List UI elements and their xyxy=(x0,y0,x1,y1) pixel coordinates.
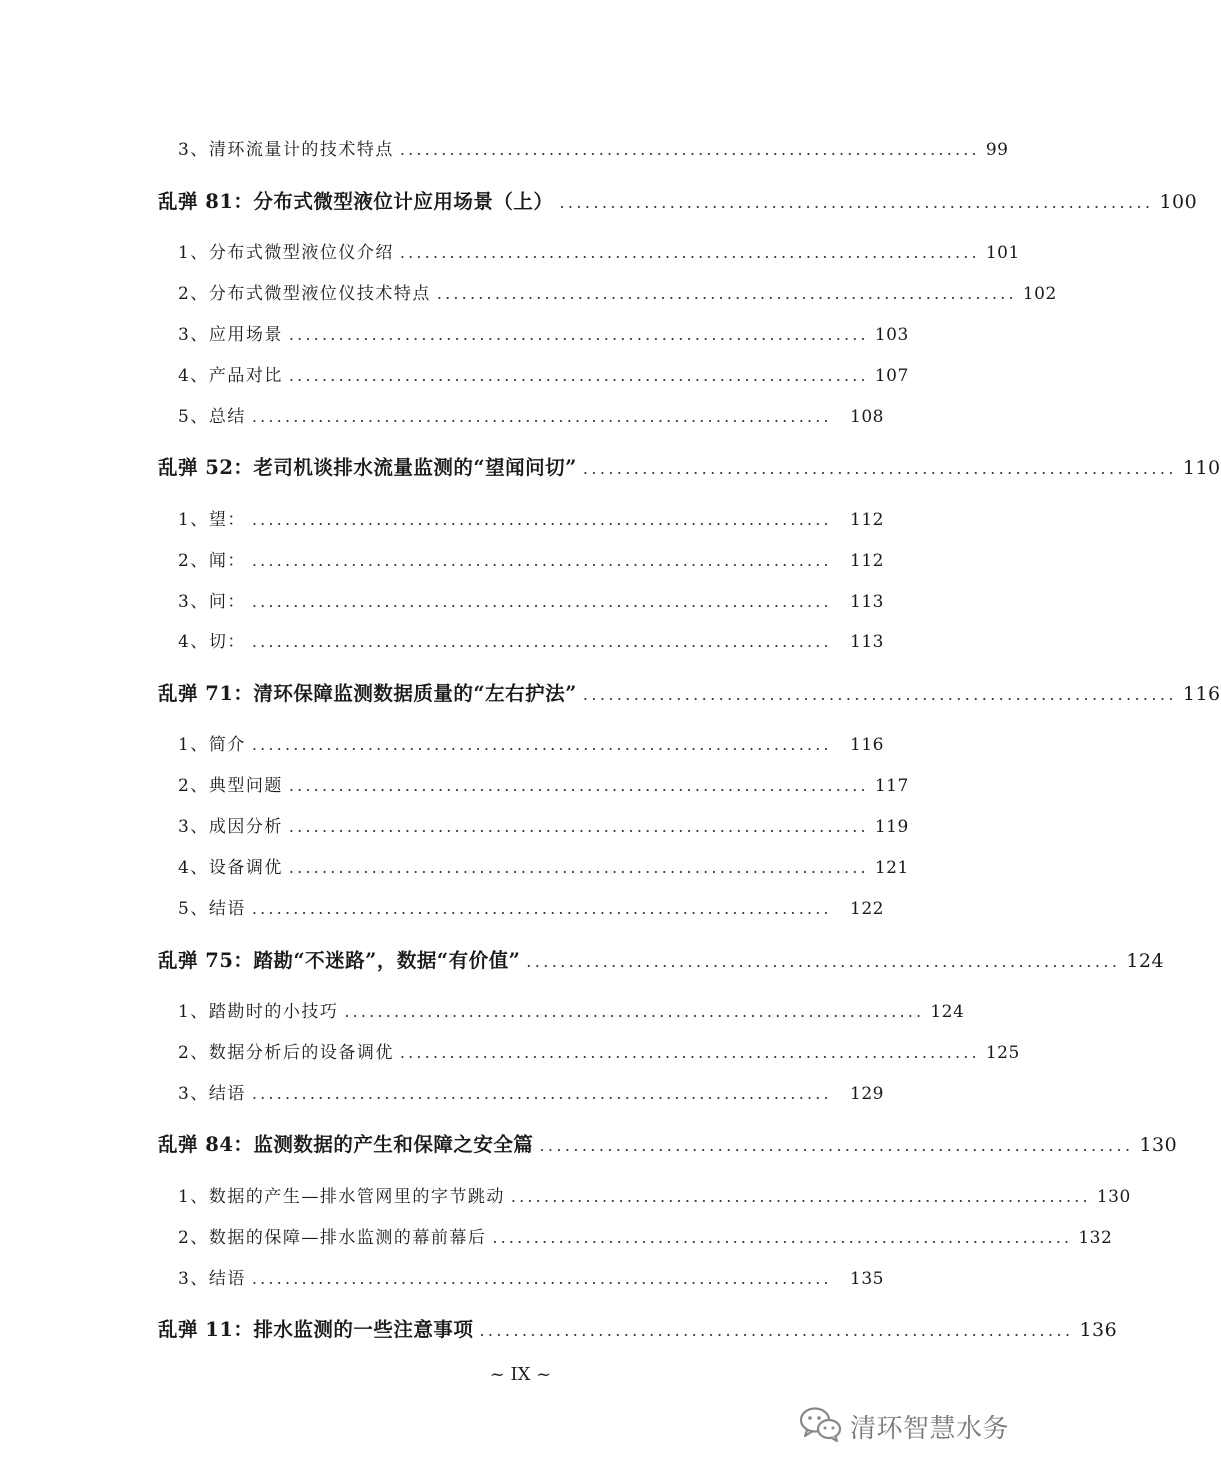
dot-leader: ...................................................................... xyxy=(436,284,1017,303)
toc-entry[interactable] xyxy=(178,320,909,345)
toc-label: 3、清环流量计的技术特点 xyxy=(178,140,394,160)
toc-entry[interactable] xyxy=(178,238,1020,263)
toc-label: 4、切： xyxy=(178,632,246,652)
dot-leader: ...................................................................... xyxy=(559,193,1154,212)
toc-label: 1、踏勘时的小技巧 xyxy=(178,1002,339,1022)
toc-chapter-entry[interactable] xyxy=(158,452,1221,480)
dot-leader: ...................................................................... xyxy=(251,735,832,754)
toc-page-number: 103 xyxy=(874,325,909,345)
dot-leader: ...................................................................... xyxy=(526,952,1121,971)
toc-entry[interactable] xyxy=(178,505,884,530)
toc-chapter-entry[interactable] xyxy=(158,1129,1178,1157)
toc-page-number: 136 xyxy=(1079,1319,1118,1341)
toc-page-number: 113 xyxy=(850,592,884,612)
toc-label: 3、结语 xyxy=(178,1084,246,1104)
toc-entry[interactable] xyxy=(178,1038,1020,1063)
toc-label: 3、应用场景 xyxy=(178,325,283,345)
toc-label: 3、结语 xyxy=(178,1269,246,1289)
dot-leader: ...................................................................... xyxy=(251,510,832,529)
dot-leader: ...................................................................... xyxy=(251,1269,832,1288)
toc-label: 1、数据的产生—排水管网里的字节跳动 xyxy=(178,1187,505,1207)
toc-entry[interactable] xyxy=(178,587,884,612)
watermark xyxy=(798,1403,1009,1449)
toc-label: 1、望： xyxy=(178,510,246,530)
watermark-text: 清环智慧水务 xyxy=(850,1413,1010,1444)
toc-page-number: 101 xyxy=(985,243,1020,263)
toc-page-number: 112 xyxy=(850,551,884,571)
toc-label: 2、闻： xyxy=(178,551,246,571)
toc-chapter-entry[interactable] xyxy=(158,186,1198,214)
dot-leader: ...................................................................... xyxy=(288,858,869,877)
toc-page-number: 102 xyxy=(1022,284,1057,304)
toc-entry[interactable] xyxy=(178,771,909,796)
toc-label: 1、分布式微型液位仪介绍 xyxy=(178,243,394,263)
dot-leader: ...................................................................... xyxy=(251,632,832,651)
dot-leader: ...................................................................... xyxy=(288,325,869,344)
toc-entry[interactable] xyxy=(178,279,1057,304)
toc-chapter-entry[interactable] xyxy=(158,678,1221,706)
toc-page-number: 100 xyxy=(1159,191,1198,213)
toc-page-number: 119 xyxy=(874,817,909,837)
toc-entry[interactable] xyxy=(178,997,965,1022)
toc-chapter-label: 乱弹 81：分布式微型液位计应用场景（上） xyxy=(158,190,554,213)
toc-label: 2、数据的保障—排水监测的幕前幕后 xyxy=(178,1228,487,1248)
page-footer-number: ~ IX ~ xyxy=(489,1364,552,1385)
toc-page-number: 116 xyxy=(1182,683,1221,705)
toc-page-number: 99 xyxy=(985,140,1009,160)
toc-chapter-entry[interactable] xyxy=(158,1314,1118,1342)
dot-leader: ...................................................................... xyxy=(582,685,1177,704)
dot-leader: ...................................................................... xyxy=(251,592,832,611)
toc-entry[interactable] xyxy=(178,546,884,571)
toc-chapter-label: 乱弹 75：踏勘“不迷路”，数据“有价值” xyxy=(158,949,521,972)
toc-entry[interactable] xyxy=(178,894,884,919)
toc-page-number: 130 xyxy=(1096,1187,1131,1207)
toc-page-number: 132 xyxy=(1078,1228,1113,1248)
toc-label: 4、产品对比 xyxy=(178,366,283,386)
toc-label: 1、简介 xyxy=(178,735,246,755)
toc-chapter-entry[interactable] xyxy=(158,945,1165,973)
toc-chapter-label: 乱弹 11：排水监测的一些注意事项 xyxy=(158,1318,474,1341)
toc-page-number: 110 xyxy=(1182,457,1221,479)
toc-chapter-label: 乱弹 84：监测数据的产生和保障之安全篇 xyxy=(158,1133,534,1156)
dot-leader: ...................................................................... xyxy=(344,1002,925,1021)
toc-entry[interactable] xyxy=(178,1079,884,1104)
toc-entry[interactable] xyxy=(178,812,909,837)
toc-page-number: 116 xyxy=(850,735,884,755)
toc-page-number: 117 xyxy=(874,776,909,796)
toc-label: 5、结语 xyxy=(178,899,246,919)
dot-leader: ...................................................................... xyxy=(399,140,980,159)
toc-page-number: 130 xyxy=(1139,1134,1178,1156)
wechat-icon xyxy=(798,1404,844,1448)
toc-page-number: 108 xyxy=(850,407,884,427)
dot-leader: ...................................................................... xyxy=(539,1136,1134,1155)
dot-leader: ...................................................................... xyxy=(582,459,1177,478)
toc-entry[interactable] xyxy=(178,853,909,878)
toc-page-number: 113 xyxy=(850,632,884,652)
dot-leader: ...................................................................... xyxy=(288,366,869,385)
toc-page-number: 112 xyxy=(850,510,884,530)
toc-entry[interactable] xyxy=(178,402,884,427)
dot-leader: ...................................................................... xyxy=(288,817,869,836)
dot-leader: ...................................................................... xyxy=(288,776,869,795)
toc-label: 5、总结 xyxy=(178,407,246,427)
toc-label: 2、分布式微型液位仪技术特点 xyxy=(178,284,431,304)
dot-leader: ...................................................................... xyxy=(510,1187,1091,1206)
toc-page-number: 124 xyxy=(930,1002,965,1022)
toc-page-number: 122 xyxy=(850,899,884,919)
toc-page-number: 121 xyxy=(874,858,909,878)
toc-page-number: 107 xyxy=(874,366,909,386)
toc-label: 3、问： xyxy=(178,592,246,612)
toc-entry[interactable] xyxy=(178,1223,1113,1248)
toc-page-number: 124 xyxy=(1126,950,1165,972)
toc-entry[interactable] xyxy=(178,1182,1131,1207)
toc-entry[interactable] xyxy=(178,1264,884,1289)
toc-label: 4、设备调优 xyxy=(178,858,283,878)
toc-label: 2、典型问题 xyxy=(178,776,283,796)
dot-leader: ...................................................................... xyxy=(251,407,832,426)
dot-leader: ...................................................................... xyxy=(251,551,832,570)
dot-leader: ...................................................................... xyxy=(492,1228,1073,1247)
toc-entry[interactable] xyxy=(178,730,884,755)
toc-chapter-label: 乱弹 71：清环保障监测数据质量的“左右护法” xyxy=(158,682,577,705)
dot-leader: ...................................................................... xyxy=(399,243,980,262)
toc-entry[interactable] xyxy=(178,361,909,386)
dot-leader: ...................................................................... xyxy=(251,899,832,918)
dot-leader: ...................................................................... xyxy=(479,1321,1074,1340)
toc-page-number: 129 xyxy=(850,1084,884,1104)
dot-leader: ...................................................................... xyxy=(399,1043,980,1062)
toc-entry[interactable] xyxy=(178,627,884,652)
toc-label: 3、成因分析 xyxy=(178,817,283,837)
toc-page-number: 135 xyxy=(850,1269,884,1289)
toc-entry[interactable] xyxy=(178,135,1009,160)
toc-label: 2、数据分析后的设备调优 xyxy=(178,1043,394,1063)
dot-leader: ...................................................................... xyxy=(251,1084,832,1103)
toc-page-number: 125 xyxy=(985,1043,1020,1063)
toc-chapter-label: 乱弹 52：老司机谈排水流量监测的“望闻问切” xyxy=(158,456,577,479)
